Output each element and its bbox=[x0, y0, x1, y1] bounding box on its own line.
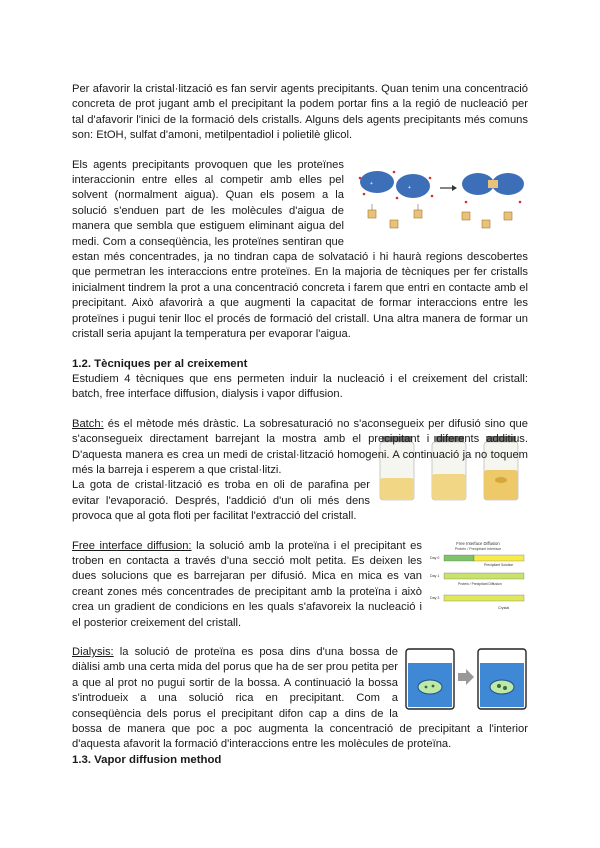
protein-hydrated-left bbox=[359, 170, 434, 199]
section-heading-1-3: 1.3. Vapor diffusion method bbox=[72, 753, 222, 766]
fid-title: Free Interface Diffusion bbox=[456, 540, 500, 546]
fid-subtitle: Protein / Precipitant Interface bbox=[454, 546, 502, 551]
fid-prec-label: Precipitant Solution bbox=[484, 562, 514, 567]
paragraph-precipitants-intro: Per afavorir la cristal·lització es fan servir agents precipitants. Quan tenim una concentració concreta de prot jugant amb el precipitant la podem portar fins a la regió de nucleació per tal d'afavorir l'inici de la formació dels cristalls. Alguns dels agents precipitants més comuns son: EtOH, sulfat d'amoni, metilpentadiol i polietilè glicol. bbox=[72, 83, 528, 142]
dialysis-beaker-1 bbox=[406, 649, 454, 709]
dialysis-beaker-2 bbox=[478, 649, 526, 709]
svg-text:+: + bbox=[370, 180, 373, 187]
dialysis-label: Dialysis: bbox=[72, 646, 114, 658]
dialysis-text: la solució de proteïna es posa dins d'una bossa de diàlisi amb una certa mida del porus que ha de ser prou petita per a que al prot no pugui sortir de la bossa. A continuació la bossa s'introdueix a una solució rica en precipitant. Com a conseqüència dels porus el precipitant difon cap a dins de la bossa de manera que poc a poc augmenta la concentració de precipitant a l'interior d'aquesta afavorit la formació d'interaccions entre les molècules de proteïna. bbox=[72, 646, 528, 751]
batch-label: Batch: bbox=[72, 417, 104, 430]
batch-text: és el mètode més dràstic. La sobresaturació no s'aconsegueix per difusió sino que s'aconsegueix directament barrejant la mostra amb el precipitant i diferents additius. D'aquesta manera es crea un medi de cristal·lització homogeni. A continuació ja no toquem més la barreja i esperem a que cristal·litzi. bbox=[72, 417, 528, 476]
solvation-diagram bbox=[350, 158, 528, 246]
paragraph-precipitant-mechanism: Els agents precipitants provoquen que les proteïnes interaccionin entre elles al competir amb elles pel solvent (normalment aigua). Quan els posem a la solució s'enduen part de les molècules d'aigua de manera que sembla que estiguem eliminant aigua del medi. Com a conseqüència, les proteïnes sentiran que estan més concentrades, ja no tindran capa de solvatació i hi haurà regions descobertes que permetran les interaccions entre proteïnes. En la majoria de tècniques per fer cristalls inicialment tindrem la prot a una concentració concreta i farem que entri en contacte amb el precipitant. Això afavorirà a que augmenti la capacitat de formar interaccions entre les proteïnes i pugui tenir lloc el procés de formació del cristall. Una altra manera de formar un cristall seria apujant la temperatura per evaporar l'aigua. bbox=[72, 158, 528, 341]
fid-bar-day0-protein bbox=[444, 555, 474, 561]
paragraph-techniques-intro: Estudiem 4 tècniques que ens permeten induir la nucleació i el creixement del cristall: batch, free interface diffusion, dialysis i vapor diffusion. bbox=[72, 372, 528, 401]
fid-text: la solució amb la proteïna i el precipitant es troben en contacta a través d'una secció molt petita. Es deixen les dues solucions que es barrejaran per difusió. Mica en mica es van creant zones més concentrades de precipitant amb la proteïna i això crea un gradient de condicions en les quals s'afavoreix la nucleació i el posterior creixement del cristall. bbox=[72, 539, 422, 629]
fid-bar-day0-precipitant bbox=[474, 555, 524, 561]
document-page bbox=[72, 82, 528, 768]
paragraph-batch-part2: La gota de cristal·lització es troba en oli de parafina per evitar l'evaporació. Després, l'addició d'un oli més dens provoca que al gota floti per facilitat l'extracció del cristall. bbox=[72, 479, 370, 523]
svg-text:+: + bbox=[408, 184, 411, 191]
fid-bar-day1 bbox=[444, 573, 524, 579]
arrow-icon bbox=[440, 185, 457, 191]
fid-day3: Day 3 bbox=[430, 595, 440, 600]
fid-day0: Day 0 bbox=[430, 555, 440, 560]
fid-grad-label: Protein / Precipitant Diffusion bbox=[458, 581, 502, 586]
fid-bar-day3 bbox=[444, 595, 524, 601]
fid-label: Free interface diffusion: bbox=[72, 539, 192, 552]
section-heading-1-2: 1.2. Tècniques per al creixement bbox=[72, 357, 248, 370]
fid-crystal-label: Crystal bbox=[498, 605, 510, 610]
free-interface-diffusion-figure bbox=[428, 539, 528, 619]
arrow-icon bbox=[458, 669, 474, 685]
dialysis-figure bbox=[404, 645, 528, 713]
precipitant-molecules bbox=[368, 204, 422, 228]
fid-day1: Day 1 bbox=[430, 573, 440, 578]
protein-aggregated-right bbox=[462, 173, 524, 228]
